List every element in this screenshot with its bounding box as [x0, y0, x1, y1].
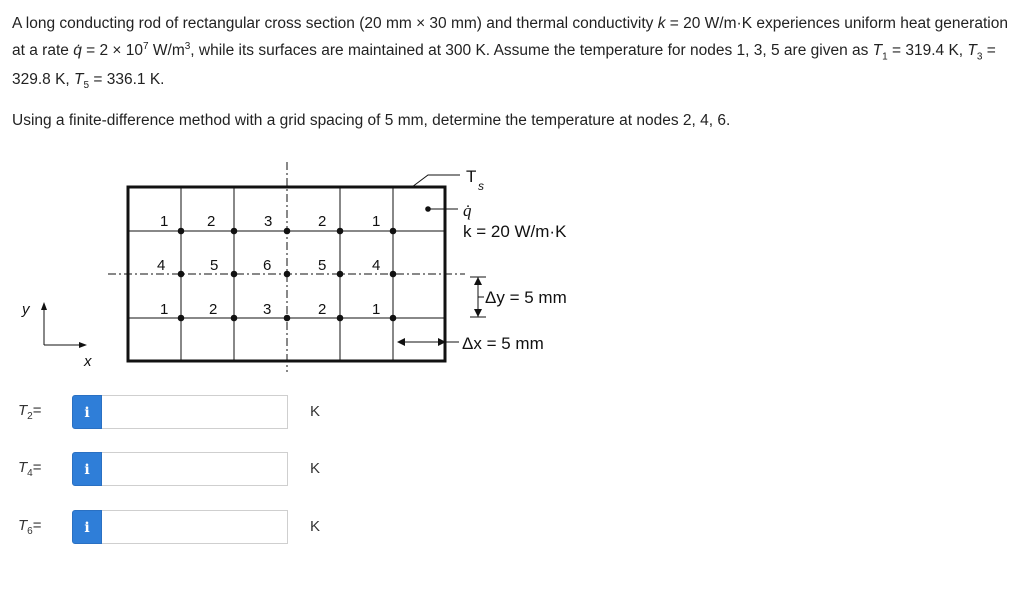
info-icon[interactable]: i: [72, 510, 102, 544]
node-label: 4: [157, 257, 166, 274]
t5-value: = 336.1 K.: [89, 71, 165, 89]
node-label: 1: [160, 301, 169, 318]
t1-symbol: T: [872, 42, 883, 60]
node-label: 5: [318, 257, 327, 274]
t3-symbol: T: [967, 42, 977, 60]
y-axis-label: y: [22, 301, 30, 318]
dy-label: Δy = 5 mm: [485, 288, 567, 307]
instruction-text: Using a finite-difference method with a grid spacing of 5 mm, determine the temperature at nodes 2, 4, 6.: [12, 112, 731, 129]
node-label: 1: [160, 213, 169, 230]
dy-arrow-up: [474, 277, 482, 285]
problem-text-3: = 2 × 10: [81, 42, 144, 60]
t6-label: $T_6=$: [18, 517, 42, 537]
ts-label: T: [466, 167, 477, 186]
node-label: 6: [263, 257, 272, 274]
t6-unit: K: [310, 518, 321, 535]
qdot-label: q̇: [463, 201, 472, 220]
y-axis-arrow: [41, 302, 47, 310]
x-axis-arrow: [79, 342, 87, 348]
ts-subscript: s: [478, 179, 484, 193]
node-label: 2: [207, 213, 216, 230]
problem-text-2: = 20 W/m·K experiences uniform heat generation at a rate: [12, 15, 1008, 60]
node-label: 5: [210, 257, 219, 274]
dx-arrow-left: [397, 338, 405, 346]
t3-value: = 329.8 K,: [12, 42, 996, 89]
exponent-7: 7: [143, 41, 149, 52]
t2-unit: K: [310, 403, 321, 420]
t6-input[interactable]: [102, 510, 288, 544]
t3-subscript: 3: [976, 51, 983, 63]
t4-label: $T_4=$: [18, 459, 42, 479]
info-icon[interactable]: i: [72, 395, 102, 429]
node-label: 3: [263, 301, 272, 318]
dx-label: Δx = 5 mm: [462, 334, 544, 353]
info-icon[interactable]: i: [72, 452, 102, 486]
ts-leader-line: [412, 175, 460, 187]
t2-label: $T_2=$: [18, 402, 42, 422]
t4-input[interactable]: [102, 452, 288, 486]
t4-unit: K: [310, 460, 321, 477]
k-label: k = 20 W/m·K: [463, 222, 567, 241]
dy-arrow-down: [474, 309, 482, 317]
t2-input[interactable]: [102, 395, 288, 429]
problem-statement: [12, 12, 1017, 97]
qdot-symbol: q̇: [73, 42, 82, 60]
grid-diagram: [0, 150, 1024, 385]
node-label: 1: [372, 301, 381, 318]
node-label: 3: [264, 213, 273, 230]
t1-value: = 319.4 K,: [887, 42, 968, 60]
problem-text-5: , while its surfaces are maintained at 300 K. Assume the temperature for nodes 1, 3, 5 are given as: [190, 42, 873, 60]
t5-subscript: 5: [83, 80, 90, 92]
node-label: 2: [318, 301, 327, 318]
node-label: 2: [209, 301, 218, 318]
t5-symbol: T: [74, 71, 84, 89]
problem-text-1: A long conducting rod of rectangular cross section (20 mm × 30 mm) and thermal conductivity: [12, 15, 658, 32]
t1-subscript: 1: [882, 51, 888, 63]
problem-paragraph: [12, 12, 1017, 97]
x-axis-label: x: [84, 353, 92, 370]
exponent-3: 3: [184, 41, 191, 52]
node-label: 4: [372, 257, 381, 274]
rod-cross-section-figure: [0, 150, 1024, 385]
node-label: 2: [318, 213, 327, 230]
k-symbol: k: [657, 15, 666, 32]
problem-text-4: W/m: [148, 42, 185, 60]
node-label: 1: [372, 213, 381, 230]
